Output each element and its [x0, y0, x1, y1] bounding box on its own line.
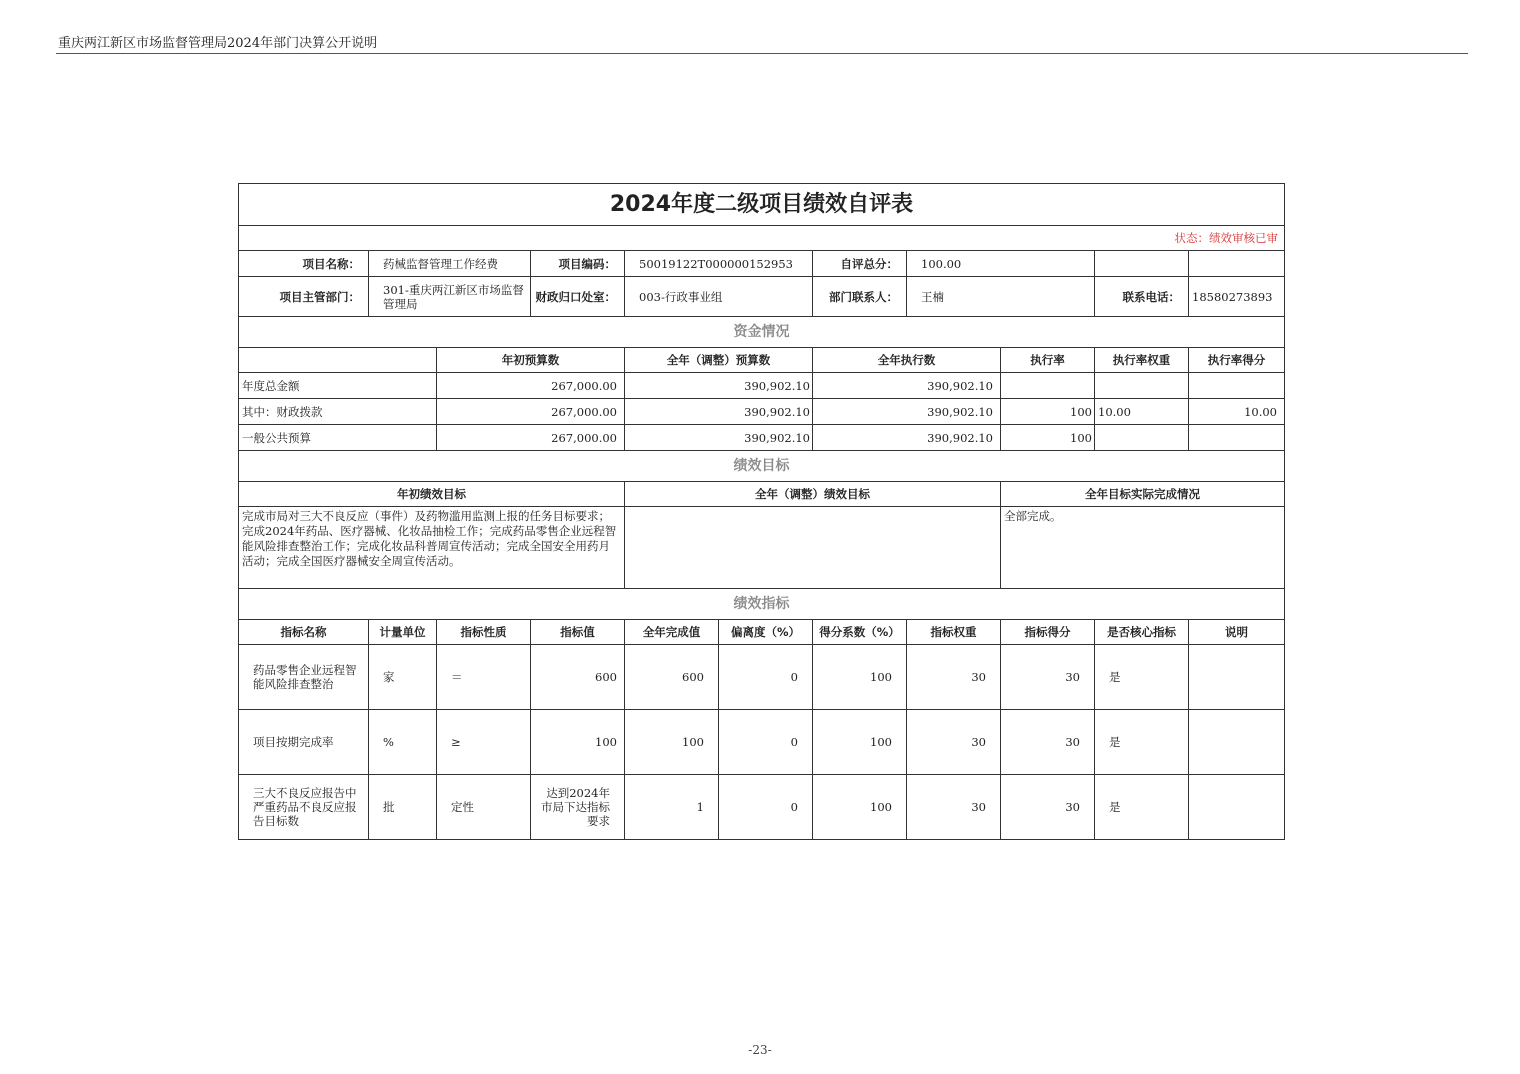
- empty-cell: [1095, 251, 1189, 277]
- goals-header-initial: 年初绩效目标: [239, 482, 625, 507]
- indicator-note: [1189, 775, 1285, 840]
- contact-label: 部门联系人：: [813, 277, 907, 317]
- ind-header-weight: 指标权重: [907, 620, 1001, 645]
- indicator-actual: 1: [625, 775, 719, 840]
- funds-row: [239, 425, 1285, 451]
- goals-section-title: 绩效目标: [239, 451, 1285, 482]
- phone-value: 18580273893: [1189, 277, 1285, 317]
- indicator-unit: 家: [369, 645, 437, 710]
- indicator-name: 药品零售企业远程智能风险排查整治: [239, 645, 369, 710]
- indicator-deviation: 0: [719, 710, 813, 775]
- funds-row-name: 其中：财政拨款: [239, 399, 437, 425]
- indicator-row: [239, 775, 1285, 840]
- funds-row-executed: 390,902.10: [813, 399, 1001, 425]
- funds-row-score: [1189, 373, 1285, 399]
- funds-row-initial: 267,000.00: [437, 373, 625, 399]
- ind-header-deviation: 偏离度（%）: [719, 620, 813, 645]
- goals-header-adjusted: 全年（调整）绩效目标: [625, 482, 1001, 507]
- indicator-name: 项目按期完成率: [239, 710, 369, 775]
- ind-header-note: 说明: [1189, 620, 1285, 645]
- funds-row-rate: 100: [1001, 425, 1095, 451]
- indicator-note: [1189, 645, 1285, 710]
- funds-header-initial: 年初预算数: [437, 348, 625, 373]
- funds-row-name: 年度总金额: [239, 373, 437, 399]
- funds-row-weight: 10.00: [1095, 399, 1189, 425]
- funds-row-rate: 100: [1001, 399, 1095, 425]
- funds-row-weight: [1095, 425, 1189, 451]
- indicator-value: 100: [531, 710, 625, 775]
- indicators-section-title: 绩效指标: [239, 589, 1285, 620]
- empty-cell: [239, 348, 437, 373]
- indicator-core: 是: [1095, 775, 1189, 840]
- funds-row-name: 一般公共预算: [239, 425, 437, 451]
- project-name-value: 药械监督管理工作经费: [369, 251, 531, 277]
- funds-row-score: [1189, 425, 1285, 451]
- indicator-row: [239, 710, 1285, 775]
- indicator-coef: 100: [813, 645, 907, 710]
- indicator-score: 30: [1001, 710, 1095, 775]
- indicator-nature: ＝: [437, 645, 531, 710]
- ind-header-unit: 计量单位: [369, 620, 437, 645]
- page-number: -23-: [748, 1043, 772, 1057]
- finance-office-label: 财政归口处室：: [531, 277, 625, 317]
- indicator-actual: 100: [625, 710, 719, 775]
- indicator-weight: 30: [907, 710, 1001, 775]
- indicator-deviation: 0: [719, 645, 813, 710]
- self-score-label: 自评总分：: [813, 251, 907, 277]
- empty-cell: [1189, 251, 1285, 277]
- indicator-weight: 30: [907, 645, 1001, 710]
- indicator-score: 30: [1001, 775, 1095, 840]
- funds-header-adjusted: 全年（调整）预算数: [625, 348, 813, 373]
- indicator-value: 600: [531, 645, 625, 710]
- self-score-value: 100.00: [907, 251, 1095, 277]
- indicator-actual: 600: [625, 645, 719, 710]
- page-header: 重庆两江新区市场监督管理局2024年部门决算公开说明: [58, 36, 378, 51]
- funds-row: [239, 373, 1285, 399]
- project-code-value: 50019122T000000152953: [625, 251, 813, 277]
- phone-label: 联系电话：: [1095, 277, 1189, 317]
- funds-row-adjusted: 390,902.10: [625, 425, 813, 451]
- dept-value: 301-重庆两江新区市场监督管理局: [369, 277, 531, 317]
- funds-header-executed: 全年执行数: [813, 348, 1001, 373]
- ind-header-name: 指标名称: [239, 620, 369, 645]
- indicator-weight: 30: [907, 775, 1001, 840]
- ind-header-value: 指标值: [531, 620, 625, 645]
- funds-row: [239, 399, 1285, 425]
- dept-label: 项目主管部门：: [239, 277, 369, 317]
- funds-header-score: 执行率得分: [1189, 348, 1285, 373]
- indicator-deviation: 0: [719, 775, 813, 840]
- form-title: 2024年度二级项目绩效自评表: [239, 184, 1285, 226]
- funds-header-weight: 执行率权重: [1095, 348, 1189, 373]
- indicator-value: 达到2024年市局下达指标要求: [531, 775, 625, 840]
- funds-row-executed: 390,902.10: [813, 425, 1001, 451]
- indicator-unit: %: [369, 710, 437, 775]
- funds-row-adjusted: 390,902.10: [625, 399, 813, 425]
- actual-completion-text: 全部完成。: [1001, 507, 1285, 589]
- funds-header-rate: 执行率: [1001, 348, 1095, 373]
- ind-header-core: 是否核心指标: [1095, 620, 1189, 645]
- adjusted-goal-text: [625, 507, 1001, 589]
- indicator-unit: 批: [369, 775, 437, 840]
- funds-row-weight: [1095, 373, 1189, 399]
- indicator-note: [1189, 710, 1285, 775]
- initial-goal-text: 完成市局对三大不良反应（事件）及药物滥用监测上报的任务目标要求；完成2024年药品、医疗器械、化妆品抽检工作；完成药品零售企业远程智能风险排查整治工作；完成化妆品科普周宣传活动；完成全国安全用药月活动；完成全国医疗器械安全周宣传活动。: [239, 507, 625, 589]
- funds-row-initial: 267,000.00: [437, 425, 625, 451]
- finance-office-value: 003-行政事业组: [625, 277, 813, 317]
- indicator-row: [239, 645, 1285, 710]
- indicator-score: 30: [1001, 645, 1095, 710]
- indicator-coef: 100: [813, 710, 907, 775]
- indicator-nature: 定性: [437, 775, 531, 840]
- contact-value: 王楠: [907, 277, 1095, 317]
- funds-row-score: 10.00: [1189, 399, 1285, 425]
- status-label: 状态：绩效审核已审: [239, 226, 1285, 251]
- funds-row-adjusted: 390,902.10: [625, 373, 813, 399]
- project-name-label: 项目名称：: [239, 251, 369, 277]
- performance-evaluation-table: [238, 183, 1285, 840]
- indicator-coef: 100: [813, 775, 907, 840]
- project-code-label: 项目编码：: [531, 251, 625, 277]
- indicator-core: 是: [1095, 710, 1189, 775]
- funds-row-initial: 267,000.00: [437, 399, 625, 425]
- header-divider: [56, 53, 1468, 54]
- funds-row-rate: [1001, 373, 1095, 399]
- ind-header-coef: 得分系数（%）: [813, 620, 907, 645]
- indicator-nature: ≥: [437, 710, 531, 775]
- goals-header-actual: 全年目标实际完成情况: [1001, 482, 1285, 507]
- funds-row-executed: 390,902.10: [813, 373, 1001, 399]
- ind-header-nature: 指标性质: [437, 620, 531, 645]
- indicator-name: 三大不良反应报告中严重药品不良反应报告目标数: [239, 775, 369, 840]
- ind-header-score: 指标得分: [1001, 620, 1095, 645]
- ind-header-actual: 全年完成值: [625, 620, 719, 645]
- funds-section-title: 资金情况: [239, 317, 1285, 348]
- indicator-core: 是: [1095, 645, 1189, 710]
